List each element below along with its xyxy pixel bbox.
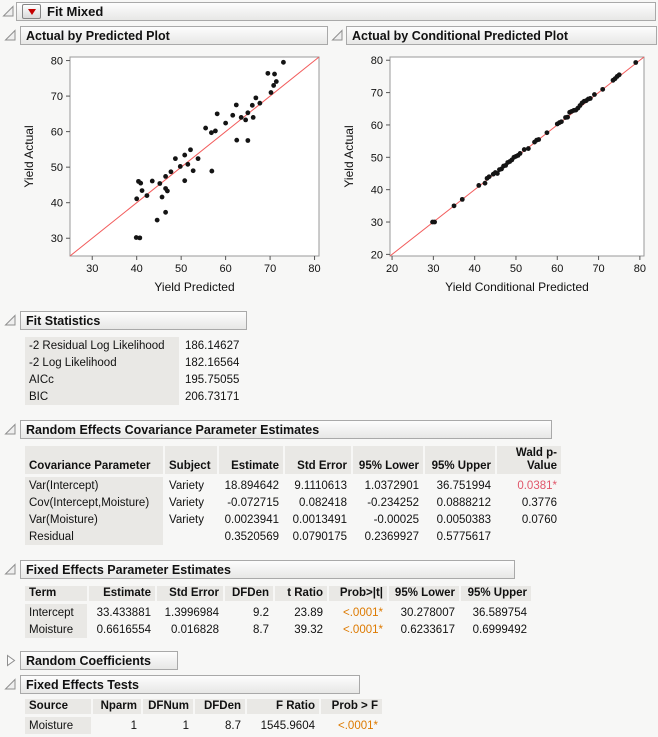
- table-cell: 18.894642: [219, 477, 285, 494]
- table-cell: 1: [143, 717, 195, 734]
- table-cell: 9.1110613: [285, 477, 353, 494]
- data-point[interactable]: [163, 210, 168, 215]
- data-point[interactable]: [145, 193, 150, 198]
- data-point[interactable]: [245, 110, 250, 115]
- table-cell: -0.234252: [353, 494, 425, 511]
- table-cell: 1.3996984: [157, 604, 225, 621]
- x-tick-label: 80: [308, 263, 321, 275]
- row-label: Var(Moisture): [25, 511, 165, 528]
- table-cell: 0.0381*: [497, 477, 563, 494]
- table-row: [25, 511, 563, 528]
- x-axis-label: Yield Predicted: [154, 280, 235, 294]
- outline-header-random-effects-covariance[interactable]: [20, 420, 552, 439]
- disclosure-open-icon[interactable]: [4, 29, 17, 42]
- column-header: Estimate: [219, 446, 285, 477]
- disclosure-open-icon[interactable]: [331, 29, 344, 42]
- data-point[interactable]: [160, 195, 165, 200]
- table-cell: 1545.9604: [247, 717, 321, 734]
- actual-by-conditional-predicted-plot[interactable]: [338, 47, 658, 300]
- y-tick-label: 80: [50, 55, 63, 68]
- table-cell: 0.0790175: [285, 528, 353, 545]
- column-header: Wald p-Value: [497, 446, 563, 477]
- table-cell: <.0001*: [321, 717, 384, 734]
- data-point[interactable]: [223, 121, 228, 126]
- data-point[interactable]: [138, 181, 143, 186]
- fit-statistics-table: [25, 337, 261, 405]
- data-point[interactable]: [250, 103, 255, 108]
- x-tick-label: 70: [592, 263, 605, 275]
- data-point[interactable]: [239, 115, 244, 120]
- row-label: Intercept: [25, 604, 89, 621]
- column-header: t Ratio: [275, 586, 329, 604]
- y-tick-label: 70: [370, 87, 383, 100]
- x-tick-label: 50: [175, 263, 188, 275]
- data-point[interactable]: [617, 72, 622, 77]
- y-tick-label: 60: [370, 119, 383, 132]
- y-tick-label: 30: [370, 217, 383, 230]
- data-point[interactable]: [518, 151, 523, 156]
- table-cell: 1.0372901: [353, 477, 425, 494]
- column-header: F Ratio: [247, 699, 321, 717]
- section-title: Random Coefficients: [26, 653, 152, 668]
- table-cell: 186.14627: [181, 337, 261, 354]
- section-title: Fixed Effects Tests: [26, 677, 140, 692]
- table-cell: 1: [93, 717, 143, 734]
- y-tick-label: 20: [370, 249, 383, 262]
- data-point[interactable]: [150, 179, 155, 184]
- data-point[interactable]: [600, 87, 605, 92]
- data-point[interactable]: [155, 218, 160, 223]
- column-header: Std Error: [157, 586, 225, 604]
- data-point[interactable]: [203, 126, 208, 131]
- data-point[interactable]: [536, 137, 541, 142]
- data-point[interactable]: [565, 115, 570, 120]
- data-point[interactable]: [134, 196, 139, 201]
- data-point[interactable]: [196, 156, 201, 161]
- data-point[interactable]: [163, 174, 168, 179]
- table-cell: 0.0023941: [219, 511, 285, 528]
- disclosure-open-icon[interactable]: [4, 678, 17, 691]
- table-cell: 0.016828: [157, 621, 225, 638]
- data-point[interactable]: [215, 111, 220, 116]
- table-cell: 0.0013491: [285, 511, 353, 528]
- data-point[interactable]: [522, 147, 527, 152]
- data-point[interactable]: [251, 115, 256, 120]
- disclosure-open-icon[interactable]: [4, 563, 17, 576]
- data-point[interactable]: [487, 174, 492, 179]
- disclosure-open-icon[interactable]: [4, 314, 17, 327]
- table-cell: 33.433881: [89, 604, 157, 621]
- x-tick-label: 80: [633, 263, 646, 275]
- table-cell: 36.589754: [461, 604, 533, 621]
- data-point[interactable]: [559, 119, 564, 124]
- table-cell: Variety: [165, 477, 219, 494]
- data-point[interactable]: [245, 138, 250, 143]
- column-header: DFDen: [195, 699, 247, 717]
- data-point[interactable]: [272, 72, 277, 77]
- table-row: [25, 337, 261, 354]
- x-tick-label: 70: [263, 263, 277, 275]
- outline-header-fit-statistics[interactable]: [20, 311, 247, 330]
- table-cell: 39.32: [275, 621, 329, 638]
- table-cell: [497, 528, 563, 545]
- fixed-effects-table: [25, 586, 533, 638]
- table-row: [25, 354, 261, 371]
- disclosure-open-icon[interactable]: [2, 5, 15, 18]
- data-point[interactable]: [209, 169, 214, 174]
- column-header: Covariance Parameter: [25, 446, 165, 477]
- row-label: BIC: [25, 388, 181, 405]
- table-cell: 8.7: [195, 717, 247, 734]
- y-tick-label: 80: [370, 55, 383, 68]
- table-cell: 0.6233617: [389, 621, 461, 638]
- y-axis-label: Yield Actual: [22, 125, 36, 188]
- outline-header-random-coefficients[interactable]: [20, 651, 178, 670]
- table-cell: -0.072715: [219, 494, 285, 511]
- table-cell: 8.7: [225, 621, 275, 638]
- y-tick-label: 70: [50, 91, 63, 104]
- row-label: Cov(Intercept,Moisture): [25, 494, 165, 511]
- x-tick-label: 40: [130, 263, 143, 275]
- outline-header-actual-by-conditional-predicted[interactable]: [346, 26, 657, 45]
- disclosure-collapsed-icon[interactable]: [4, 654, 17, 667]
- data-point[interactable]: [209, 130, 214, 135]
- section-title: Fixed Effects Parameter Estimates: [26, 562, 231, 577]
- outline-header-fit-mixed[interactable]: [16, 2, 656, 21]
- data-point[interactable]: [253, 95, 258, 100]
- y-axis-label: Yield Actual: [342, 125, 356, 188]
- column-header: 95% Upper: [461, 586, 533, 604]
- column-header: Term: [25, 586, 89, 604]
- data-point[interactable]: [157, 181, 162, 186]
- data-point[interactable]: [234, 138, 239, 143]
- data-point[interactable]: [545, 130, 550, 135]
- row-label: Moisture: [25, 621, 89, 638]
- table-cell: [165, 528, 219, 545]
- table-cell: 0.3776: [497, 494, 563, 511]
- table-cell: 206.73171: [181, 388, 261, 405]
- data-point[interactable]: [230, 113, 235, 118]
- data-point[interactable]: [483, 181, 488, 186]
- table-row: [25, 717, 384, 734]
- x-tick-label: 20: [385, 263, 399, 275]
- table-cell: Variety: [165, 511, 219, 528]
- row-label: Moisture: [25, 717, 93, 734]
- data-point[interactable]: [169, 169, 174, 174]
- table-cell: Variety: [165, 494, 219, 511]
- table-cell: 195.75055: [181, 371, 261, 388]
- data-point[interactable]: [137, 235, 142, 240]
- data-point[interactable]: [257, 101, 262, 106]
- section-title: Random Effects Covariance Parameter Estimates: [26, 422, 320, 437]
- table-cell: 182.16564: [181, 354, 261, 371]
- table-cell: 30.278007: [389, 604, 461, 621]
- data-point[interactable]: [191, 168, 196, 173]
- table-row: [25, 528, 563, 545]
- column-header: 95% Lower: [389, 586, 461, 604]
- table-cell: 0.3520569: [219, 528, 285, 545]
- data-point[interactable]: [271, 83, 276, 88]
- y-tick-label: 40: [50, 197, 63, 210]
- table-row: [25, 494, 563, 511]
- table-cell: 0.0888212: [425, 494, 497, 511]
- row-label: Residual: [25, 528, 165, 545]
- data-point[interactable]: [182, 153, 187, 158]
- data-point[interactable]: [188, 147, 193, 152]
- data-point[interactable]: [460, 197, 465, 202]
- row-label: -2 Log Likelihood: [25, 354, 181, 371]
- table-cell: 0.2369927: [353, 528, 425, 545]
- row-label: AICc: [25, 371, 181, 388]
- page-title: Fit Mixed: [47, 4, 104, 19]
- x-tick-label: 30: [86, 263, 99, 275]
- column-header: Prob > F: [321, 699, 384, 717]
- red-triangle-menu-button[interactable]: [22, 4, 41, 19]
- section-title: Actual by Predicted Plot: [26, 28, 170, 43]
- table-cell: 0.0050383: [425, 511, 497, 528]
- x-tick-label: 40: [468, 263, 481, 275]
- red-triangle-icon: [28, 9, 36, 15]
- actual-by-predicted-plot[interactable]: [18, 47, 333, 300]
- table-cell: 9.2: [225, 604, 275, 621]
- random-effects-table: [25, 446, 563, 545]
- data-point[interactable]: [588, 96, 593, 101]
- disclosure-open-icon[interactable]: [4, 423, 17, 436]
- x-tick-label: 50: [509, 263, 523, 275]
- column-header: Prob>|t|: [329, 586, 389, 604]
- column-header: Source: [25, 699, 93, 717]
- data-point[interactable]: [633, 60, 638, 65]
- table-cell: 0.5775617: [425, 528, 497, 545]
- data-point[interactable]: [178, 164, 183, 169]
- fixed-effects-tests-table: [25, 699, 384, 734]
- column-header: Subject: [165, 446, 219, 477]
- section-title: Actual by Conditional Predicted Plot: [352, 28, 568, 43]
- x-axis-label: Yield Conditional Predicted: [445, 280, 589, 294]
- table-cell: 23.89: [275, 604, 329, 621]
- data-point[interactable]: [243, 117, 248, 122]
- data-point[interactable]: [265, 71, 270, 76]
- table-cell: <.0001*: [329, 621, 389, 638]
- data-point[interactable]: [173, 156, 178, 161]
- row-label: -2 Residual Log Likelihood: [25, 337, 181, 354]
- x-tick-label: 60: [219, 263, 232, 275]
- table-cell: 0.6999492: [461, 621, 533, 638]
- table-cell: -0.00025: [353, 511, 425, 528]
- table-row: [25, 621, 533, 638]
- data-point[interactable]: [281, 60, 286, 65]
- section-title: Fit Statistics: [26, 313, 101, 328]
- data-point[interactable]: [269, 90, 274, 95]
- y-tick-label: 50: [50, 162, 63, 175]
- data-point[interactable]: [234, 103, 239, 108]
- table-row: [25, 604, 533, 621]
- data-point[interactable]: [592, 92, 597, 97]
- table-cell: 0.6616554: [89, 621, 157, 638]
- y-tick-label: 30: [50, 233, 63, 246]
- outline-header-actual-by-predicted[interactable]: [20, 26, 328, 45]
- data-point[interactable]: [452, 203, 457, 208]
- row-label: Var(Intercept): [25, 477, 165, 494]
- column-header: Std Error: [285, 446, 353, 477]
- data-point[interactable]: [185, 162, 190, 167]
- x-tick-label: 60: [551, 263, 564, 275]
- column-header: DFNum: [143, 699, 195, 717]
- column-header: DFDen: [225, 586, 275, 604]
- data-point[interactable]: [432, 220, 437, 225]
- table-cell: 0.0760: [497, 511, 563, 528]
- table-cell: 36.751994: [425, 477, 497, 494]
- data-point[interactable]: [526, 146, 531, 151]
- table-cell: 0.082418: [285, 494, 353, 511]
- table-row: [25, 371, 261, 388]
- data-point[interactable]: [274, 79, 279, 84]
- table-row: [25, 388, 261, 405]
- y-tick-label: 40: [370, 184, 383, 197]
- column-header: 95% Lower: [353, 446, 425, 477]
- column-header: 95% Upper: [425, 446, 497, 477]
- table-cell: <.0001*: [329, 604, 389, 621]
- x-tick-label: 30: [427, 263, 440, 275]
- data-point[interactable]: [140, 188, 145, 193]
- data-point[interactable]: [165, 189, 170, 194]
- table-row: [25, 477, 563, 494]
- column-header: Estimate: [89, 586, 157, 604]
- outline-header-fixed-effects-estimates[interactable]: [20, 560, 515, 579]
- outline-header-fixed-effects-tests[interactable]: [20, 675, 360, 694]
- column-header: Nparm: [93, 699, 143, 717]
- y-tick-label: 50: [370, 152, 383, 165]
- data-point[interactable]: [476, 183, 481, 188]
- data-point[interactable]: [182, 178, 187, 183]
- y-tick-label: 60: [50, 126, 63, 139]
